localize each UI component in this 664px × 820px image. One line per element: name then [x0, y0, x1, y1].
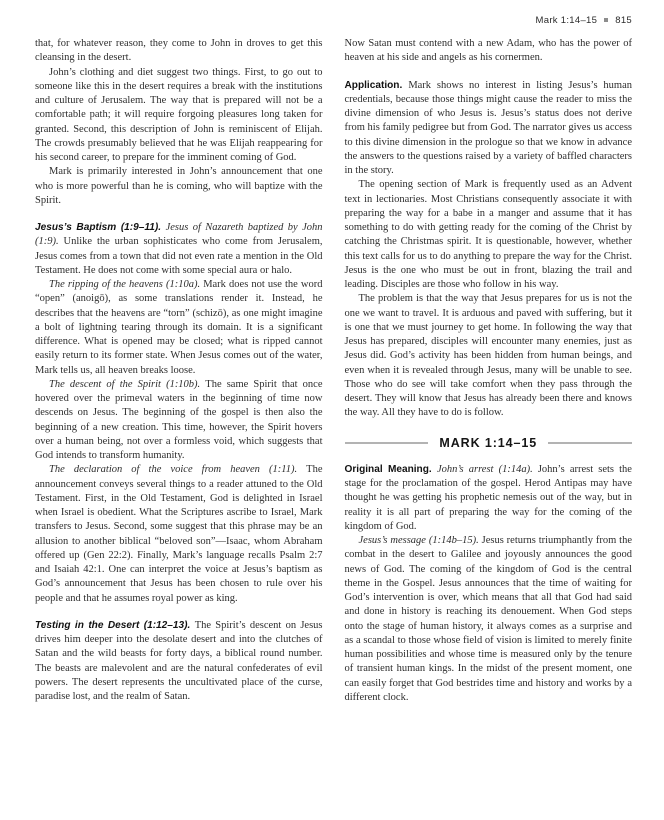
section-lead: Testing in the Desert (1:12–13).	[35, 619, 195, 631]
inline-subhead: The declaration of the voice from heaven (1:11).	[49, 464, 307, 476]
running-head-title: Mark 1:14–15	[535, 14, 598, 26]
paragraph	[35, 463, 323, 606]
two-column-layout	[35, 37, 632, 705]
paragraph-text: The same Spirit that once hovered over the primeval waters in the beginning of time now descends on Jesus. The beginning of the gospel is then also the beginning of a new creation. This time, however, the Spirit hovers over a human being, not over a formless void, which suggests that God intends to transform humanity.	[35, 378, 323, 461]
paragraph-text: The Spirit’s descent on Jesus drives him deeper into the desolate desert and into the clutches of Satan and the wild beasts for forty days, a biblical round number. The beasts are malevolent and are the natural confederates of evil powers. The desert represents the uncultivated place of the curse, paradise lost, and the realm of Satan.	[35, 619, 323, 702]
inline-subhead: Jesus’s message (1:14b–15).	[358, 535, 482, 546]
paragraph-text: The announcement conveys several things to a reader attuned to the Old Testament. First, in the Old Testament, God is delighted in Israel when Israel is obedient. What the Scriptures ascribe to Israel, Mark transfers to Jesus. Second, some suggest that this phrase may be an allusion to another biblical “beloved son”—Isaac, whom Abraham offered up (Gen 22:2). Finally, Mark’s language recalls Psalm 2:7 and Isaiah 42:1. One can interpret the voice at Jesus’s baptism as God’s announcement that Jesus has been chosen to rule over his people and that he assumes royal power as king.	[35, 464, 323, 604]
paragraph	[35, 165, 323, 208]
running-header	[35, 14, 632, 26]
heading-rule-right	[548, 442, 632, 444]
paragraph	[345, 292, 633, 420]
inline-subhead: Jesus of Nazareth baptized by John (1:9).	[35, 222, 323, 248]
inline-subhead: The descent of the Spirit (1:10b).	[49, 378, 206, 390]
section-paragraph-application	[345, 79, 633, 179]
paragraph-text: that, for whatever reason, they come to John in droves to get this cleansing in the desert.	[35, 38, 323, 64]
paragraph-text: Jesus returns triumphantly from the combat in the desert to Galilee and joyously announces the good news of God. The coming of the kingdom of God is the central theme in the Gospel. Jesus announces that the time of waiting for God’s intervention is over, which means that all that God had said and done in history is reaching its denouement. When God steps onto the stage of human history, it always comes as a surprise and as a scandal to those whose field of vision is limited to merely finite human possibilities and whose time is measured only by the tenure of transient human kings. In the midst of the present moment, one can easily forget that God bestrides time and history and works by a different clock.	[344, 535, 632, 703]
left-column	[35, 37, 323, 705]
paragraph-text: Mark is primarily interested in John’s announcement that one who is more powerful than he is coming, who will baptize with the Spirit.	[35, 166, 323, 206]
paragraph-text: John’s arrest sets the stage for the proclamation of the gospel. Herod Antipas may have thought he was getting his prophetic nemesis out of the way, but in reality it is all part of preparing the way for the coming of the kingdom of God.	[344, 463, 632, 532]
section-lead: Application.	[344, 79, 409, 91]
inline-subhead: John’s arrest (1:14a).	[437, 463, 538, 475]
paragraph-text: The problem is that the way that Jesus prepares for us is not the one we want to travel. It is arduous and paved with suffering, but it is one that we must journey to get home. In following the way that Jesus has prepared, disciples will encounter many enemies, just as Jesus did. God’s activity has been hidden from human beings, and even when it is revealed through Jesus, many will be unable to see. Those who do see will take comfort when they pass through the desert. They will know that Jesus has already been there and knows the way. All they have to do is follow.	[344, 293, 632, 419]
paragraph	[35, 378, 323, 464]
section-paragraph-original-meaning	[345, 463, 633, 534]
paragraph	[345, 37, 633, 66]
paragraph-text: Unlike the urban sophisticates who come from Jerusalem, Jesus comes from a town that did not even rate a mention in the Old Testament. He does not come with some special aura or halo.	[35, 236, 323, 276]
paragraph	[345, 178, 633, 292]
paragraph-text: The opening section of Mark is frequently used as an Advent text in lectionaries. Most Christians consequently associate it with preparing the way for a babe in a manger and assume that it has something to do with getting ready for the coming of the Christ by catching the Christmas spirit. It is questionable, however, whether this text calls for us to do anything to prepare the way for the Christ. Jesus is the one who must be out in front, blazing the trail and leading. Disciples are those who follow in his way.	[344, 179, 632, 290]
section-paragraph-testing-desert	[35, 619, 323, 705]
right-column	[345, 37, 633, 705]
page-number: 815	[615, 14, 632, 26]
section-heading-text: MARK 1:14–15	[439, 435, 538, 450]
paragraph-text: John’s clothing and diet suggest two things. First, to go out to someone like this in the desert requires a break with the institutions and culture of Jerusalem. The way that is prepared will not be a comfortable path; it will require forgoing pleasures long taken for granted. Second, this description of John is reminiscent of Elijah. The crowds presumably believed that he was Elijah reappearing for his second career, to prepare for the imminent coming of God.	[35, 66, 323, 163]
inline-subhead: The ripping of the heavens (1:10a).	[49, 279, 204, 290]
paragraph	[345, 534, 633, 705]
paragraph-text: Now Satan must contend with a new Adam, who has the power of heaven at his side and angels as his cornermen.	[344, 38, 632, 64]
section-paragraph-jesus-baptism	[35, 221, 323, 278]
square-bullet-icon	[604, 18, 608, 22]
paragraph	[35, 278, 323, 378]
paragraph-text: Mark does not use the word “open” (anoigō), as some translations render it. Instead, he describes that the heavens are “torn” (schizō), as one might imagine a bolt of lightning tearing through its domain. It is a significant difference. What is opened may be closed; what is ripped cannot easily return to its former state. When Jesus comes out of the water, Mark tells us, all heaven breaks loose.	[35, 279, 323, 376]
section-lead: Original Meaning.	[344, 463, 437, 475]
heading-rule-left	[345, 442, 429, 444]
paragraph	[35, 37, 323, 66]
section-lead: Jesus’s Baptism (1:9–11).	[35, 222, 166, 233]
section-heading-mark-1-14-15	[345, 436, 633, 450]
paragraph	[35, 66, 323, 166]
paragraph-text: Mark shows no interest in listing Jesus’s human credentials, because those things might cause the reader to miss the divine dimension of who Jesus is. Jesus’s status does not derive from his family pedigree but from God. The narrator gives us access to this divine dimension in the prologue so that we know in advance the answers to the questions raised by a variety of baffled characters in the story.	[344, 79, 632, 176]
